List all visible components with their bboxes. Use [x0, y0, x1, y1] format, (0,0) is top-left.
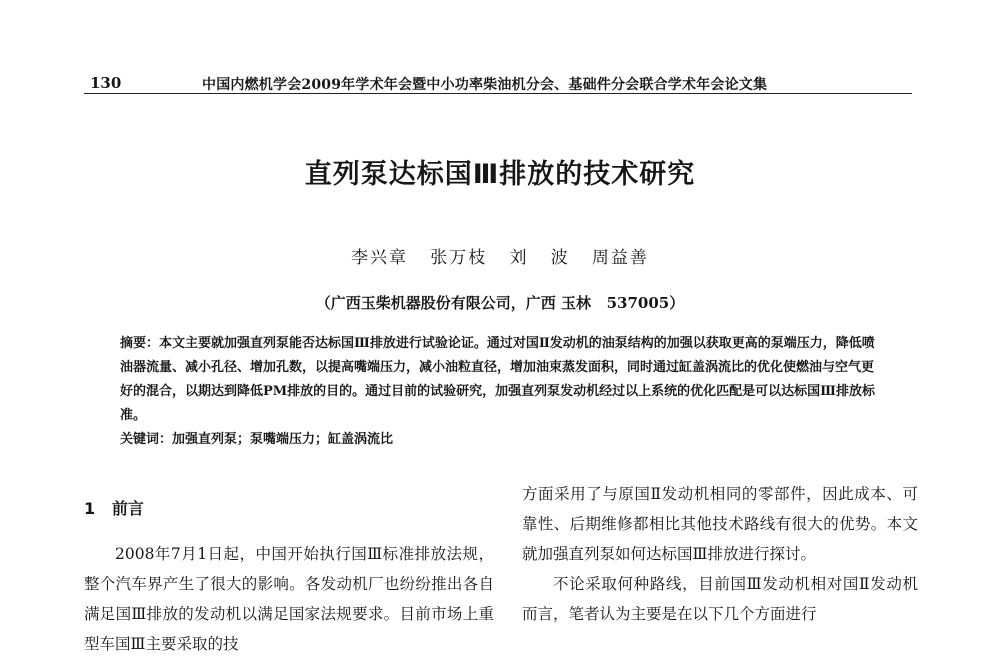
header-rule [84, 93, 912, 94]
section-heading: 1 前言 [84, 499, 144, 518]
abstract-label: 摘要： [120, 336, 160, 351]
body-paragraph: 方面采用了与原国Ⅱ发动机相同的零部件，因此成本、可靠性、后期维修都相比其他技术路线有很大的优势。本文就加强直列泵如何达标国Ⅲ排放进行探讨。 [522, 485, 918, 563]
keywords-text: 加强直列泵；泵嘴端压力；缸盖涡流比 [172, 432, 394, 447]
page-number: 130 [90, 74, 122, 92]
body-paragraph: 不论采取何种路线，目前国Ⅲ发动机相对国Ⅱ发动机而言，笔者认为主要是在以下几个方面进行 [522, 575, 918, 623]
keywords [120, 429, 882, 451]
body-paragraph: 2008年7月1日起，中国开始执行国Ⅲ标准排放法规，整个汽车界产生了很大的影响。各发动机厂也纷纷推出各自满足国Ⅲ排放的发动机以满足国家法规要求。目前市场上重型车国Ⅲ主要采取的技 [84, 545, 494, 653]
abstract [120, 332, 882, 428]
left-column [84, 496, 494, 659]
article-title: 直列泵达标国Ⅲ排放的技术研究 [304, 159, 696, 190]
affiliation: （广西玉柴机器股份有限公司，广西 玉林 537005） [315, 294, 685, 312]
author-list: 李兴章 张万枝 刘 波 周益善 [351, 248, 649, 268]
page-header [84, 72, 912, 94]
abstract-text: 本文主要就加强直列泵能否达标国Ⅲ排放进行试验论证。通过对国Ⅱ发动机的油泵结构的加强以获取更高的泵端压力，降低喷油器流量、减小孔径、增加孔数，以提高嘴端压力，减小油粒直径，增加油束蒸发面积，同时通过缸盖涡流比的优化使燃油与空气更好的混合，以期达到降低PM排放的目的。通过目前的试验研究，加强直列泵发动机经过以上系统的优化匹配是可以达标国Ⅲ排放标准。 [120, 336, 875, 423]
right-column [522, 479, 918, 629]
running-title: 中国内燃机学会2009年学术年会暨中小功率柴油机分会、基础件分会联合学术年会论文集 [202, 77, 768, 93]
keywords-label: 关键词： [120, 432, 173, 447]
